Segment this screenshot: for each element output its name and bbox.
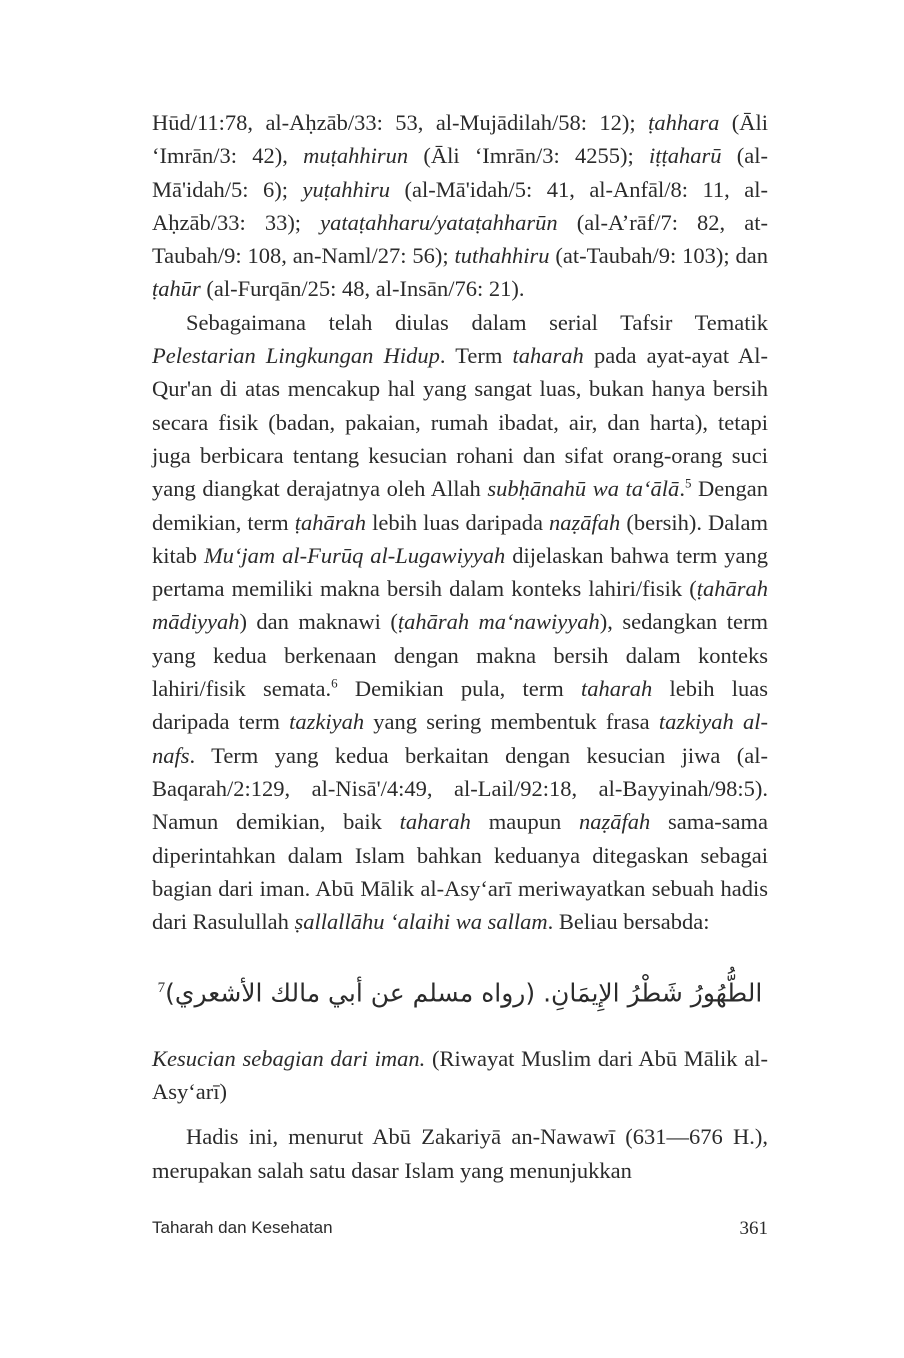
text-run: . <box>679 476 685 502</box>
text-run: (at-Taubah/9: 103); dan <box>549 243 768 269</box>
text-run: Hadis ini, menurut Abū Zakariyā an-Nawawī (631—676 H.), merupakan salah satu dasar Islam yang menunjukkan <box>152 1124 768 1183</box>
italic-term: tazkiyah al-nafs <box>152 709 768 768</box>
running-title: Taharah dan Kesehatan <box>152 1218 333 1237</box>
text-run: dijelaskan bahwa term yang pertama memiliki makna bersih dalam konteks lahiri/fisik ( <box>152 542 768 602</box>
italic-term: tazkiyah <box>289 709 365 735</box>
text-run: . Term yang kedua berkaitan dengan kesucian jiwa (al-Baqarah/2:129, al-Nisā'/4:49, al-Lail/92:18, al-Bayyinah/98:5). Namun demikian, baik <box>152 742 768 835</box>
text-run: sama-sama diperintahkan dalam Islam bahkan keduanya ditegaskan sebagai bagian dari iman. Abū Mālik al-Asy‘arī meriwayatkan sebuah hadis dari Rasulullah <box>152 809 768 935</box>
arabic-hadith <box>152 968 768 1013</box>
text-run: (al-Mā'idah/5: 6); <box>152 143 768 202</box>
text-run: (Āli ‘Imrān/3: 42), <box>152 110 768 169</box>
italic-term: muṭahhirun <box>303 143 409 169</box>
text-run: (Riwayat Muslim dari Abū Mālik al-Asy‘arī) <box>152 1045 768 1105</box>
footnote-marker: 6 <box>331 675 338 691</box>
text-run: maupun <box>470 809 579 835</box>
italic-term: naẓāfah <box>549 509 621 535</box>
page-body <box>152 106 768 1187</box>
text-run: (al-Mā'idah/5: 41, al-Anfāl/8: 11, al-Aḥzāb/33: 33); <box>152 176 769 235</box>
text-run: yang sering membentuk frasa <box>364 709 659 735</box>
paragraph-2 <box>152 306 768 939</box>
italic-term: ṭahārah ma‘nawiyyah <box>397 609 600 635</box>
paragraph-3 <box>152 1120 768 1187</box>
italic-term: ṭahārah <box>294 509 367 535</box>
italic-term: Kesucian sebagian dari iman. <box>152 1045 426 1071</box>
italic-term: ṭahhara <box>648 110 720 135</box>
text-run: ), sedangkan term yang kedua berkenaan dengan makna bersih dalam konteks lahiri/fisik semata. <box>152 609 768 702</box>
italic-term: yataṭahharu/yataṭahharūn <box>320 209 558 235</box>
text-run: lebih luas daripada term <box>152 676 768 735</box>
italic-term: subḥānahū wa ta‘ālā <box>487 476 680 502</box>
italic-term: naẓāfah <box>578 809 651 835</box>
italic-term: Mu‘jam al-Furūq al-Lugawiyyah <box>203 542 506 568</box>
italic-term: ṭahūr <box>152 276 201 302</box>
text-run: (al-Furqān/25: 48, al-Insān/76: 21). <box>200 276 525 302</box>
text-run: lebih luas daripada <box>366 509 550 535</box>
footnote-marker: 5 <box>684 475 692 491</box>
italic-term: taharah <box>512 343 584 369</box>
italic-term: iṭṭaharū <box>649 143 722 169</box>
text-run: (bersih). Dalam kitab <box>152 509 769 568</box>
italic-term: ṣallallāhu ‘alaihi wa sallam <box>294 909 548 935</box>
text-run: (Āli ‘Imrān/3: 4255); <box>408 143 650 169</box>
paragraph-1 <box>152 106 768 306</box>
text-run: . Term <box>439 343 513 369</box>
italic-term: Pelestarian Lingkungan Hidup <box>152 343 440 369</box>
text-run: Sebagaimana telah diulas dalam serial Tafsir Tematik <box>186 309 768 335</box>
italic-term: yuṭahhiru <box>302 176 390 202</box>
page-footer <box>152 1218 768 1240</box>
text-run: pada ayat-ayat Al-Qur'an di atas mencakup hal yang sangat luas, bukan hanya bersih secara fisik (badan, pakaian, rumah ibadat, air, dan harta), tetapi juga berbicara tentang kesucian rohani dan sifat orang-orang suci yang diangkat derajatnya oleh Allah <box>152 343 768 502</box>
arabic-footnote-marker: 7 <box>157 980 166 997</box>
text-run: Hūd/11:78, al-Aḥzāb/33: 53, al-Mujādilah/58: 12); <box>152 110 649 135</box>
text-run: Demikian pula, term <box>337 676 581 702</box>
arabic-hadith-text: الطُّهُورُ شَطْرُ الإِيمَانِ. (رواه مسلم عن أبي مالك الأشعري) <box>165 978 763 1008</box>
text-run: (al-A’rāf/7: 82, at-Taubah/9: 108, an-Naml/27: 56); <box>152 209 768 269</box>
italic-term: taharah <box>399 809 471 835</box>
italic-term: tuthahhiru <box>454 243 550 269</box>
italic-term: ṭahārah mādiyyah <box>152 576 768 635</box>
hadith-translation <box>152 1042 768 1109</box>
text-run: ) dan maknawi ( <box>239 609 398 635</box>
text-run: . Beliau bersabda: <box>547 909 710 935</box>
italic-term: taharah <box>580 676 653 702</box>
text-run: Dengan demikian, term <box>152 476 769 535</box>
page-number: 361 <box>739 1218 768 1239</box>
